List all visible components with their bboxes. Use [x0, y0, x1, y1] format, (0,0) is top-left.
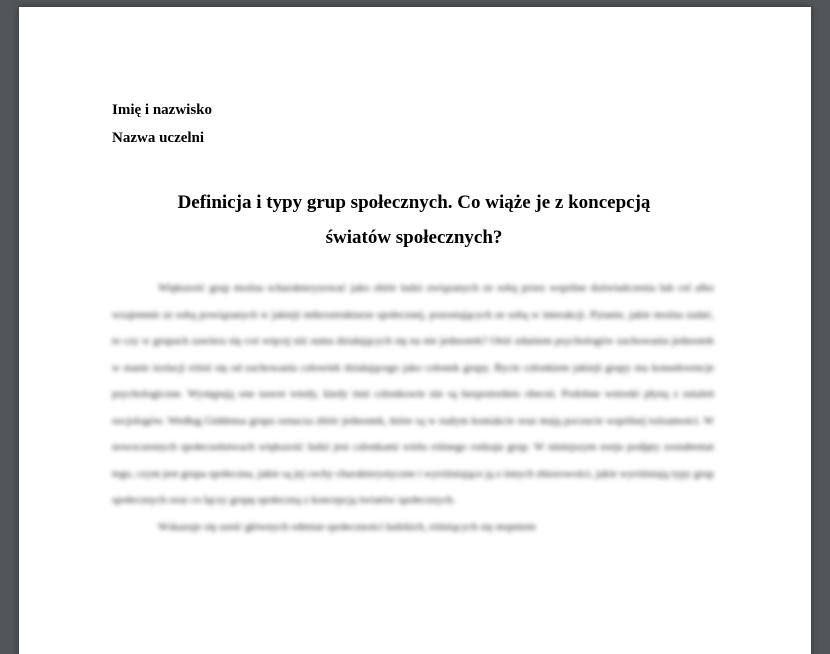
- title-line-2: światów społecznych?: [325, 227, 503, 248]
- document-title: [79, 185, 749, 255]
- body-paragraph: Wskazuje się sześć głównych odmian społeczności ludzkich, różniących się stopniem: [158, 520, 536, 533]
- title-line-1: Definicja i typy grup społecznych. Co wiąże je z koncepcją: [177, 192, 651, 213]
- body-paragraph: Większość grup można scharakteryzować jako zbiór ludzi związanych ze sobą przez wspólne doświadczenia lub cel albo wzajemnie ze sobą powiązanych w jakiejś mikrostrukturze społecznej, pozostających ze sobą w interakcji. Pytanie, jakie można zadać, to czy w grupach zawiera się coś więcej niż suma działających się na nie jednostek? Otóż zdaniem psychologów zachowania jednostek w stanie izolacji różni się od zachowania człowiek działającego jako członek grupy. Bycie członkiem jakiejś grupy ma konsekwencje psychologiczne. Występują one nawet wtedy, kiedy inni członkowie nie są bezpośrednio obecni. Podobne wnioski płyną z ustaleń socjologów. Według Giddensa grupa oznacza zbiór jednostek, które są w stałym kontakcie oraz mają poczucie wspólnej tożsamości. W nowoczesnych społeczeństwach większość ludzi jest członkami wielu różnego rodzaju grup. W niniejszym eseju podjęty zostałtemat tego, czym jest grupa społeczna, jakie są jej cechy charakterystyczne i wyróżniające ją z innych zbiorowości, jakie wyróżniają typy grup społecznych oraz co łączy grupę społeczną z koncepcją światów społecznych.: [112, 282, 714, 506]
- university-name: Nazwa uczelni: [112, 130, 205, 146]
- author-name: Imię i nazwisko: [112, 102, 213, 118]
- document-page: [19, 7, 811, 654]
- document-body: [112, 275, 714, 540]
